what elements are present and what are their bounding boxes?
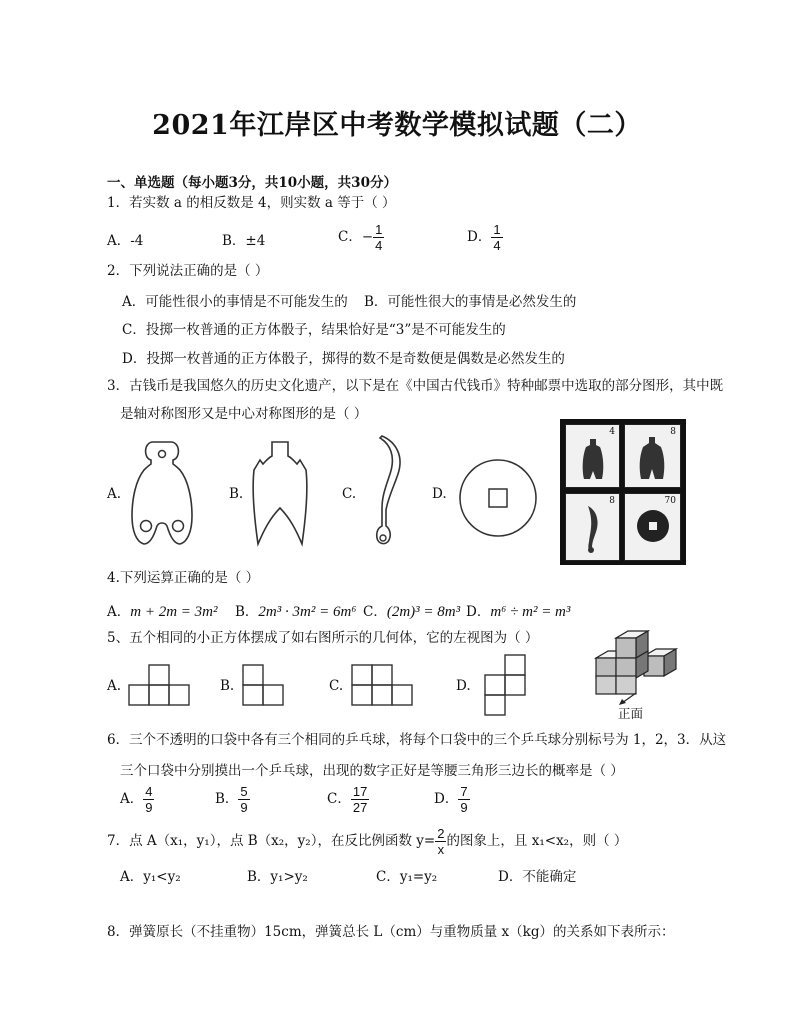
- question-5-option-b: B.: [220, 678, 235, 694]
- question-1-option-d: [467, 222, 503, 253]
- spade-coin-icon: [635, 435, 669, 481]
- figure-caption: 正面: [618, 706, 644, 721]
- question-1-option-a: A．-4: [107, 233, 144, 249]
- view-a-figure: [128, 664, 190, 706]
- question-1-option-b: B．±4: [222, 233, 266, 249]
- question-6-stem-line1: 6．三个不透明的口袋中各有三个相同的乒乓球，将每个口袋中的三个乒乓球分别标号为 1，2，3．从这: [107, 732, 727, 748]
- question-4-stem: 4.下列运算正确的是（ ）: [107, 570, 260, 586]
- knife-coin-icon: [582, 504, 604, 554]
- view-d-figure: [484, 654, 526, 716]
- question-4-option-d: [466, 600, 570, 621]
- stamp-value: 70: [664, 496, 676, 506]
- fraction: [373, 222, 384, 253]
- fraction: [238, 784, 249, 815]
- stamp-value: 8: [670, 427, 676, 437]
- denominator: 9: [145, 800, 153, 815]
- coin-d-figure: [456, 456, 540, 540]
- fraction: [458, 784, 469, 815]
- question-3-option-a: A.: [107, 486, 122, 502]
- question-6-stem-line2: 三个口袋中分别摸出一个乒乓球，出现的数字正好是等腰三角形三边长的概率是（ ）: [120, 763, 624, 779]
- minus-sign: −: [361, 229, 374, 245]
- expression: (2m)³ = 8m³: [386, 604, 461, 620]
- numerator: 2: [437, 826, 445, 841]
- fraction: [351, 784, 369, 815]
- stem-part-1: 7．点 A（x₁，y₁），点 B（x₂，y₂），在反比例函数 y=: [107, 833, 436, 849]
- fraction: [143, 784, 154, 815]
- question-2-option-b: B．可能性很大的事情是必然发生的: [364, 294, 577, 310]
- question-1-stem: 1．若实数 a 的相反数是 4，则实数 a 等于（ ）: [107, 195, 396, 211]
- question-1-option-c: [338, 222, 384, 253]
- denominator: 4: [493, 238, 501, 253]
- cube-arrangement-figure: [594, 630, 680, 696]
- question-5-option-d: D.: [456, 678, 471, 694]
- question-3-option-d: D.: [432, 486, 447, 502]
- view-c-figure: [351, 664, 413, 706]
- numerator: 1: [493, 222, 501, 237]
- option-label: B．: [235, 604, 259, 620]
- denominator: 27: [352, 800, 368, 815]
- denominator: 9: [240, 800, 248, 815]
- section-header: 一、单选题（每小题3分，共10小题，共30分）: [107, 175, 397, 191]
- question-6-option-b: [215, 784, 250, 815]
- question-8-stem: 8．弹簧原长（不挂重物）15cm，弹簧总长 L（cm）与重物质量 x（kg）的关系如下表所示：: [107, 924, 675, 940]
- fraction: [491, 222, 502, 253]
- question-2-option-a: A．可能性很小的事情是不可能发生的: [122, 294, 348, 310]
- question-4-option-b: [235, 600, 357, 621]
- view-b-figure: [242, 664, 284, 706]
- option-label: A．: [107, 604, 131, 620]
- question-4-option-a: [107, 600, 218, 621]
- question-6-option-a: [120, 784, 154, 815]
- page-title: 2021年江岸区中考数学模拟试题（二）: [152, 110, 642, 141]
- question-5-stem: 5、五个相同的小正方体摆成了如右图所示的几何体，它的左视图为（ ）: [107, 630, 539, 646]
- option-label: D．: [466, 604, 491, 620]
- question-2-option-c: C．投掷一枚普通的正方体骰子，结果恰好是“3”是不可能发生的: [122, 322, 506, 338]
- question-2-option-d: D．投掷一枚普通的正方体骰子，掷得的数不是奇数便是偶数是必然发生的: [122, 351, 565, 367]
- stamp-2: [624, 424, 681, 488]
- option-label: A．: [120, 791, 144, 807]
- question-7-option-d: D．不能确定: [498, 869, 577, 885]
- question-7-option-a: A．y₁<y₂: [120, 869, 181, 885]
- question-6-option-d: [434, 784, 470, 815]
- option-label: C．: [338, 229, 362, 245]
- numerator: 17: [352, 784, 368, 799]
- expression: m⁶ ÷ m² = m³: [490, 604, 571, 620]
- denominator: 4: [375, 238, 383, 253]
- question-5-option-a: A.: [107, 678, 122, 694]
- function-fraction: [435, 826, 446, 857]
- question-3-stem-line2: 是轴对称图形又是中心对称图形的是（ ）: [120, 406, 368, 422]
- stamp-1: [565, 424, 620, 488]
- stamp-4: [624, 493, 681, 561]
- stamp-sheet: [560, 419, 686, 565]
- denominator: 9: [460, 800, 468, 815]
- spade-coin-icon: [580, 437, 606, 481]
- numerator: 7: [460, 784, 468, 799]
- question-7-stem: [107, 826, 627, 857]
- question-4-option-c: [363, 600, 460, 621]
- stem-part-2: 的图象上，且 x₁<x₂，则（ ）: [446, 833, 628, 849]
- stamp-value: 4: [609, 427, 615, 437]
- denominator: x: [435, 841, 446, 857]
- expression: 2m³ · 3m² = 6m⁶: [258, 604, 357, 620]
- coin-b-figure: [248, 438, 312, 550]
- option-label: C．: [327, 791, 351, 807]
- question-2-stem: 2．下列说法正确的是（ ）: [107, 263, 269, 279]
- stamp-3: [565, 493, 620, 561]
- question-3-option-b: B.: [229, 486, 244, 502]
- round-coin-icon: [635, 508, 671, 544]
- numerator: 4: [145, 784, 153, 799]
- coin-a-figure: [122, 438, 202, 550]
- expression: m + 2m = 3m²: [130, 604, 218, 620]
- question-7-option-c: C．y₁=y₂: [376, 869, 438, 885]
- option-label: C．: [363, 604, 387, 620]
- stamp-value: 8: [609, 496, 615, 506]
- option-label: B．: [215, 791, 239, 807]
- option-label: D．: [434, 791, 459, 807]
- question-7-option-b: B．y₁>y₂: [247, 869, 308, 885]
- numerator: 5: [240, 784, 248, 799]
- numerator: 1: [375, 222, 383, 237]
- question-3-option-c: C.: [342, 486, 357, 502]
- coin-c-figure: [360, 434, 406, 552]
- question-5-option-c: C.: [329, 678, 344, 694]
- question-3-stem-line1: 3．古钱币是我国悠久的历史文化遗产，以下是在《中国古代钱币》特种邮票中选取的部分图形，其中既: [107, 378, 724, 394]
- question-6-option-c: [327, 784, 369, 815]
- option-label: D．: [467, 229, 492, 245]
